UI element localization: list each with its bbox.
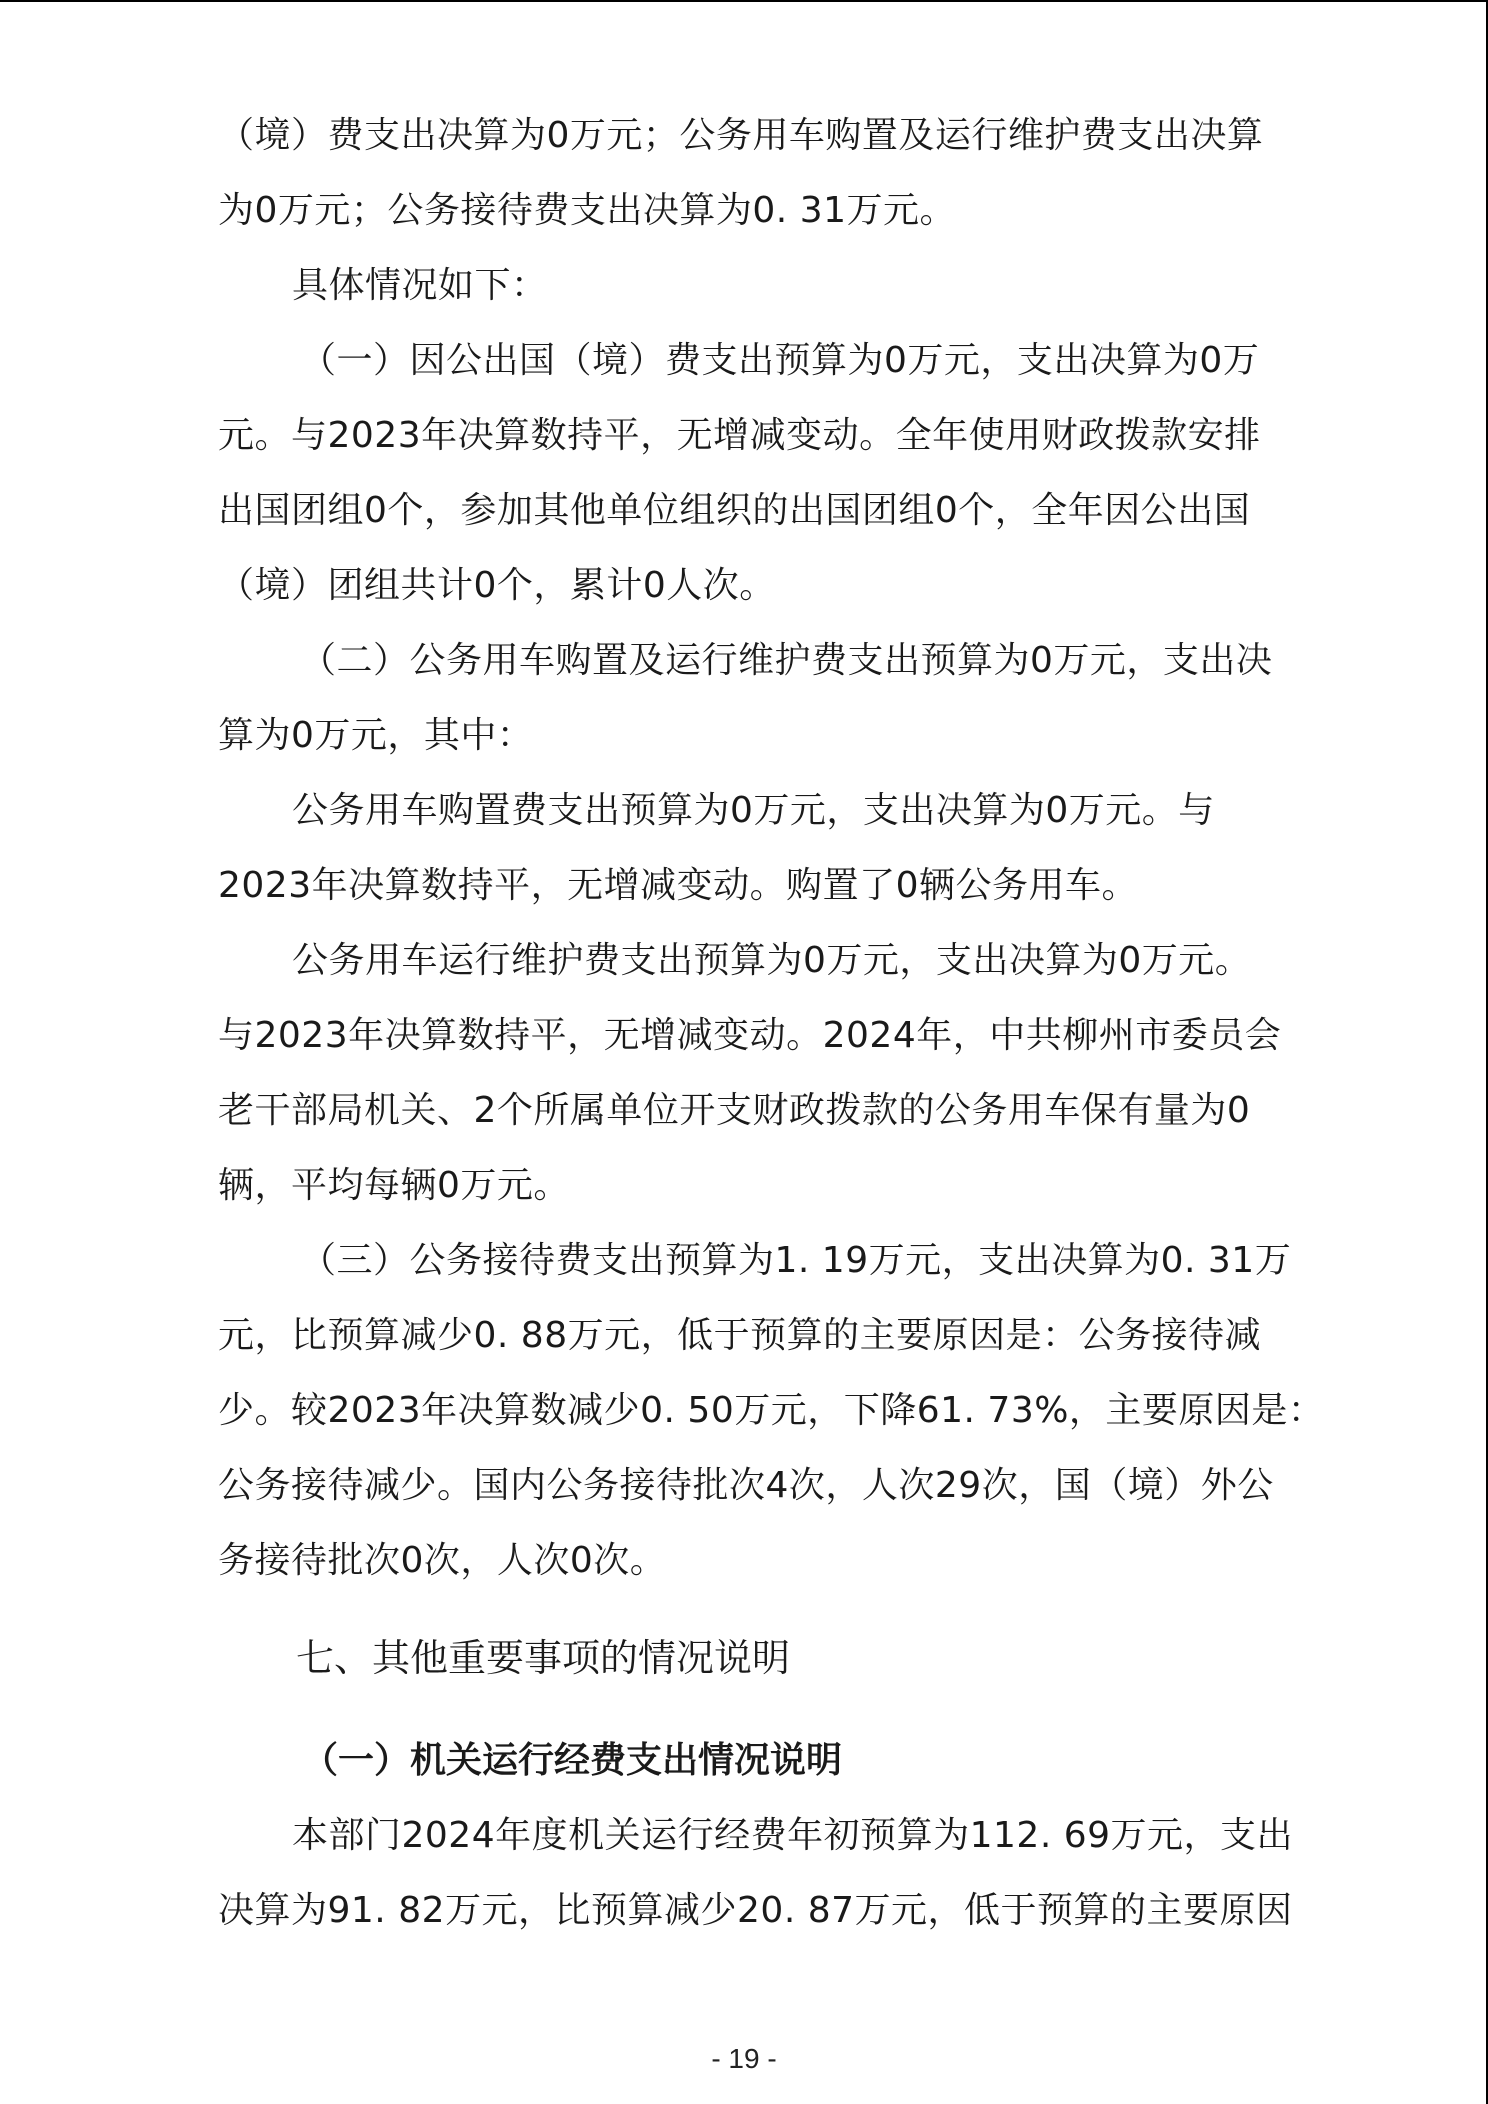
- text-line: 为0万元；公务接待费支出决算为0. 31万元。: [218, 190, 957, 231]
- text-line: 具体情况如下：: [292, 265, 548, 306]
- text-line: （三）公务接待费支出预算为1. 19万元，支出决算为0. 31万: [300, 1240, 1292, 1281]
- document-body: [218, 98, 1325, 1948]
- text-line: （境）费支出决算为0万元；公务用车购置及运行维护费支出决算: [218, 115, 1264, 156]
- text-line: 公务用车运行维护费支出预算为0万元，支出决算为0万元。: [292, 940, 1252, 981]
- text-line: 元，比预算减少0. 88万元，低于预算的主要原因是：公务接待减: [218, 1315, 1262, 1356]
- text-line: 务接待批次0次，人次0次。: [218, 1540, 667, 1581]
- text-line: 与2023年决算数持平，无增减变动。2024年，中共柳州市委员会: [218, 1015, 1282, 1056]
- top-border: [0, 0, 1488, 2]
- text-line: 本部门2024年度机关运行经费年初预算为112. 69万元，支出: [292, 1815, 1294, 1856]
- section-heading: 七、其他重要事项的情况说明: [296, 1636, 791, 1680]
- text-line: 2023年决算数持平，无增减变动。购置了0辆公务用车。: [218, 865, 1139, 906]
- text-line: 公务接待减少。国内公务接待批次4次，人次29次，国（境）外公: [218, 1465, 1274, 1506]
- text-line: 元。与2023年决算数持平，无增减变动。全年使用财政拨款安排: [218, 415, 1261, 456]
- text-line: 出国团组0个，参加其他单位组织的出国团组0个，全年因公出国: [218, 490, 1251, 531]
- page-number: - 19 -: [711, 2043, 777, 2074]
- text-line: 公务用车购置费支出预算为0万元，支出决算为0万元。与: [292, 790, 1215, 831]
- text-line: （境）团组共计0个，累计0人次。: [218, 565, 776, 606]
- text-line: （一）因公出国（境）费支出预算为0万元，支出决算为0万: [300, 340, 1260, 381]
- text-line: 少。较2023年决算数减少0. 50万元，下降61. 73%，主要原因是：: [218, 1390, 1325, 1431]
- text-line: 辆，平均每辆0万元。: [218, 1165, 570, 1206]
- text-line: （二）公务用车购置及运行维护费支出预算为0万元，支出决: [300, 640, 1273, 681]
- sub-heading: （一）机关运行经费支出情况说明: [302, 1740, 843, 1781]
- text-line: 老干部局机关、2个所属单位开支财政拨款的公务用车保有量为0: [218, 1090, 1251, 1131]
- text-line: 算为0万元，其中：: [218, 715, 534, 756]
- text-line: 决算为91. 82万元，比预算减少20. 87万元，低于预算的主要原因: [218, 1890, 1293, 1931]
